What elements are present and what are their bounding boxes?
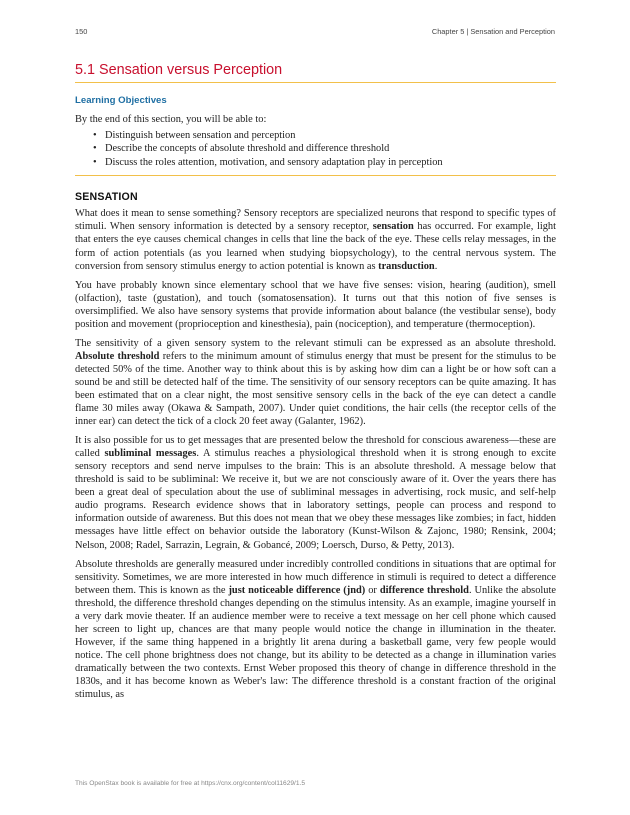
- section-divider: [75, 175, 556, 176]
- learning-objectives-title: Learning Objectives: [75, 95, 167, 106]
- term-absolute-threshold: Absolute threshold: [75, 350, 160, 362]
- page-number: 150: [75, 27, 88, 36]
- subsection-title: SENSATION: [75, 191, 138, 204]
- section-title: 5.1 Sensation versus Perception: [75, 62, 556, 83]
- chapter-title: Chapter 5 | Sensation and Perception: [431, 27, 555, 36]
- term-transduction: transduction: [378, 260, 435, 272]
- learning-objectives-intro: By the end of this section, you will be able to:: [75, 114, 267, 125]
- term-sensation: sensation: [372, 221, 414, 233]
- list-item: • Describe the concepts of absolute threshold and difference threshold: [105, 142, 556, 156]
- paragraph-1: What does it mean to sense something? Sensory receptors are specialized neurons that respond to specific types of stimuli. When sensory information is detected by a sensory receptor, sensation has occurred. For example, light that enters the eye causes chemical changes in cells that line the back of the eye. These cells relay messages, in the form of action potentials (as you learned when studying biopsychology), to the central nervous system. The conversion from sensory stimulus energy to action potential is known as transduction.: [75, 208, 556, 272]
- list-item: • Distinguish between sensation and perception: [105, 129, 556, 143]
- term-jnd: just noticeable difference (jnd): [228, 584, 366, 596]
- term-subliminal-messages: subliminal messages: [104, 448, 197, 460]
- term-difference-threshold: difference threshold: [379, 584, 469, 596]
- paragraph-3: The sensitivity of a given sensory system to the relevant stimuli can be expressed as an absolute threshold. Absolute threshold refers to the minimum amount of stimulus energy that must be present for the stimulus to be detected 50% of the time. Another way to think about this is by asking how dim can a light be or how soft can a sound be and still be detected half of the time. The sensitivity of our sensory receptors can be quite amazing. It has been estimated that on a clear night, the most sensitive sensory cells in the back of the eye can detect a candle flame 30 miles away (Okawa & Sampath, 2007). Under quiet conditions, the hair cells (the receptor cells of the inner ear) can detect the tick of a clock 20 feet away (Galanter, 1962).: [75, 337, 556, 428]
- page-footer: This OpenStax book is available for free at https://cnx.org/content/col11629/1.5: [75, 780, 306, 787]
- paragraph-5: Absolute thresholds are generally measured under incredibly controlled conditions in situations that are optimal for sensitivity. Sometimes, we are more interested in how much difference in stimuli is required to detect a difference between them. This is known as the just noticeable difference (jnd) or difference threshold. Unlike the absolute threshold, the difference threshold changes depending on the stimulus intensity. As an example, imagine yourself in a very dark movie theater. If an audience member were to receive a text message on her cell phone which caused her screen to light up, chances are that many people would notice the change in illumination in the theater. However, if the same thing happened in a brightly lit arena during a basketball game, very few people would notice. The cell phone brightness does not change, but its ability to be detected as a change in illumination varies dramatically between the two contexts. Ernst Weber proposed this theory of change in difference threshold in the 1830s, and it has become known as Weber's law: The difference threshold is a constant fraction of the original stimulus, as: [75, 558, 556, 701]
- paragraph-2: You have probably known since elementary school that we have five senses: vision, hearing (audition), smell (olfaction), taste (gustation), and touch (somatosensation). It turns out that this notion of five senses is oversimplified. We also have sensory systems that provide information about balance (the vestibular sense), body position and movement (proprioception and kinesthesia), pain (nociception), and temperature (thermoception).: [75, 279, 556, 330]
- list-item: • Discuss the roles attention, motivation, and sensory adaptation play in perception: [105, 156, 556, 170]
- learning-objectives-list: [75, 129, 556, 170]
- paragraph-4: It is also possible for us to get messages that are presented below the threshold for conscious awareness—these are called subliminal messages. A stimulus reaches a physiological threshold when it is strong enough to excite sensory receptors and send nerve impulses to the brain: This is an absolute threshold. A message below that threshold is said to be subliminal: We receive it, but we are not consciously aware of it. Over the years there has been a great deal of speculation about the use of subliminal messages in advertising, rock music, and self-help audio programs. Research evidence shows that in laboratory settings, people can process and respond to information outside of awareness. But this does not mean that we obey these messages like zombies; in fact, hidden messages have little effect on behavior outside the laboratory (Kunst-Wilson & Zajonc, 1980; Rensink, 2004; Nelson, 2008; Radel, Sarrazin, Legrain, & Gobancé, 2009; Loersch, Durso, & Petty, 2013).: [75, 435, 557, 551]
- page-content: [75, 62, 556, 701]
- page-header: [75, 27, 555, 39]
